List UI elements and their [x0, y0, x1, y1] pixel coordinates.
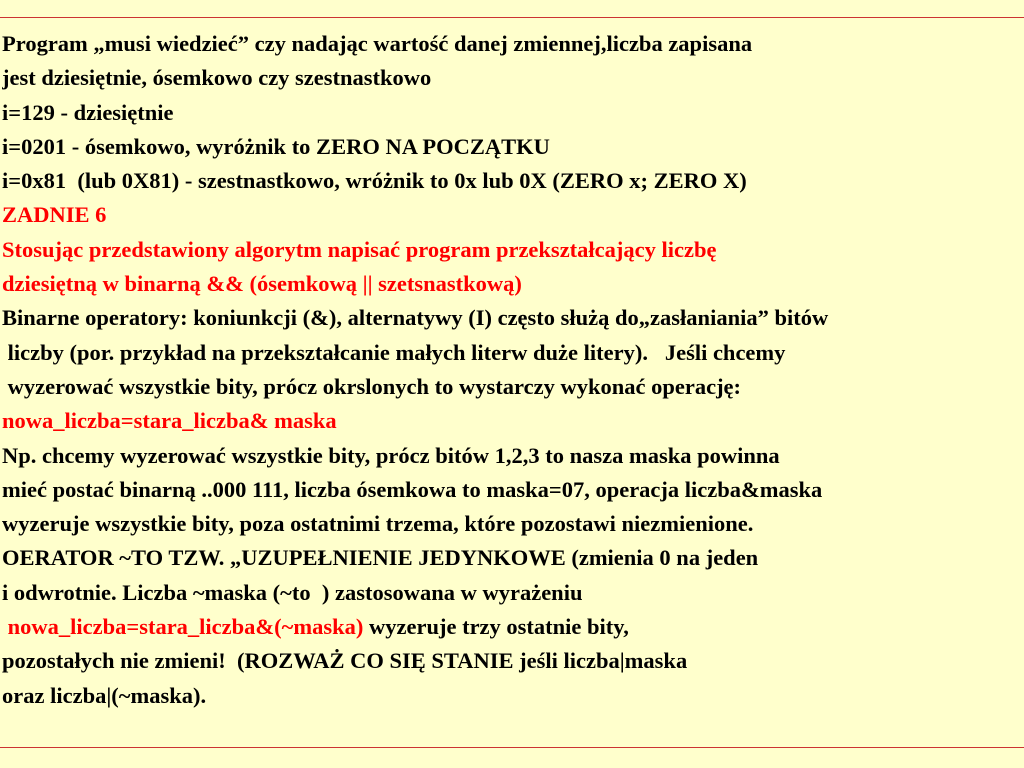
text-line-10: liczby (por. przykład na przekształcanie małych literw duże litery). Jeśli chcemy [2, 339, 786, 365]
bottom-divider-line [0, 747, 1024, 748]
text-line-3: i=129 - dziesiętnie [2, 99, 174, 125]
text-line-11: wyzerować wszystkie bity, prócz okrslonych to wystarczy wykonać operację: [2, 373, 742, 399]
task-text-line-1: Stosując przedstawiony algorytm napisać program przekształcający liczbę [2, 236, 717, 262]
text-line-16: OERATOR ~TO TZW. „UZUPEŁNIENIE JEDYNKOWE (zmienia 0 na jeden [2, 545, 759, 571]
text-line-13: Np. chcemy wyzerować wszystkie bity, prócz bitów 1,2,3 to nasza maska powinna [2, 442, 780, 468]
text-line-5: i=0x81 (lub 0X81) - szestnastkowo, wróżnik to 0x lub 0X (ZERO x; ZERO X) [2, 168, 747, 194]
task-text-line-2: dziesiętną w binarną && (ósemkową || szetsnastkową) [2, 271, 522, 297]
slide-body [2, 27, 1024, 713]
text-line-14: mieć postać binarną ..000 111, liczba ósemkowa to maska=07, operacja liczba&maska [2, 476, 823, 502]
text-line-1: Program „musi wiedzieć” czy nadając wartość danej zmiennej,liczba zapisana [2, 31, 753, 56]
text-line-2: jest dziesiętnie, ósemkowo czy szestnastkowo [2, 65, 432, 91]
text-line-18 [2, 610, 1024, 644]
text-line-15: wyzeruje wszystkie bity, poza ostatnimi trzema, które pozostawi niezmienione. [2, 511, 754, 537]
text-line-17: i odwrotnie. Liczba ~maska (~to ) zastosowana w wyrażeniu [2, 579, 583, 605]
task-heading: ZADNIE 6 [2, 202, 107, 228]
text-line-9: Binarne operatory: koniunkcji (&), alternatywy (I) często służą do„zasłaniania” bitów [2, 305, 829, 331]
text-line-18-rest: wyzeruje trzy ostatnie bity, [363, 614, 629, 640]
mask-formula: nowa_liczba=stara_liczba& maska [2, 408, 337, 434]
text-line-20: oraz liczba|(~maska). [2, 682, 207, 708]
top-divider-line [0, 17, 1024, 18]
text-line-4: i=0201 - ósemkowo, wyróżnik to ZERO NA POCZĄTKU [2, 133, 550, 159]
text-line-19: pozostałych nie zmieni! (ROZWAŻ CO SIĘ STANIE jeśli liczba|maska [2, 648, 688, 674]
negated-mask-formula: nowa_liczba=stara_liczba&(~maska) [2, 614, 364, 640]
